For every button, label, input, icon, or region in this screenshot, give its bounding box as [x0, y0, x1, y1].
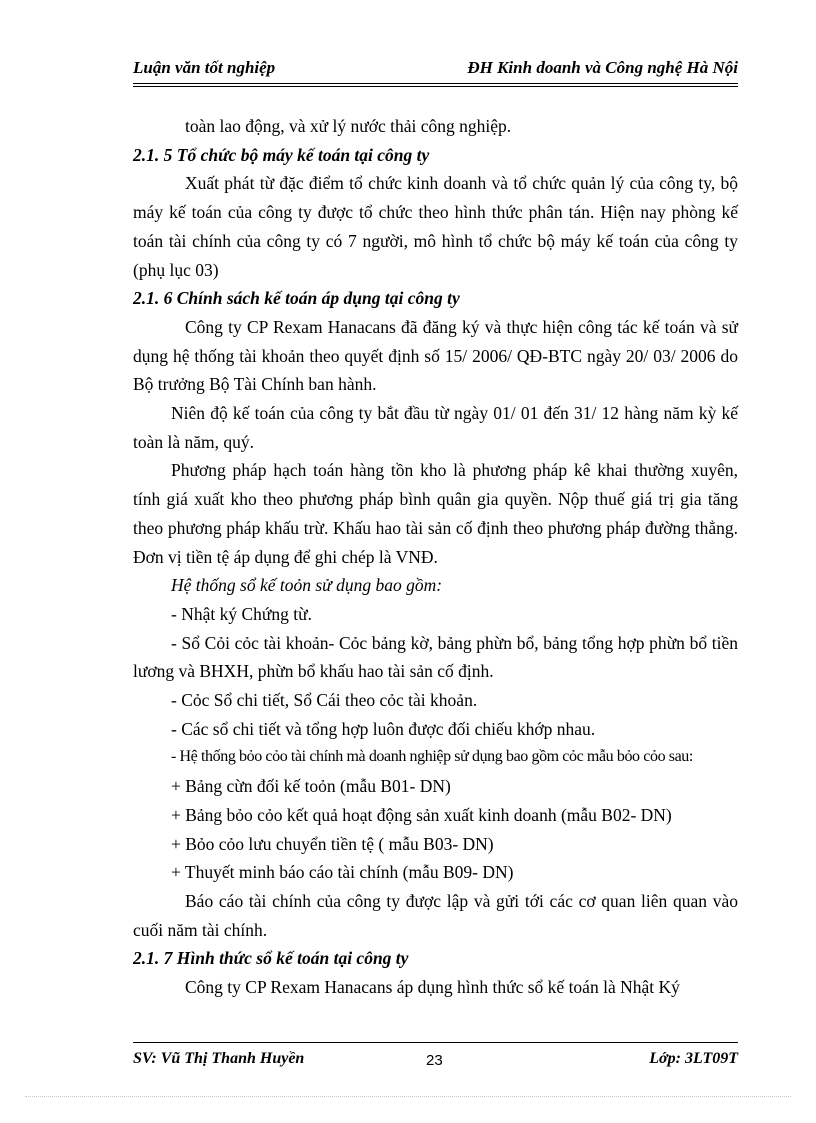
paragraph-fiscal-year: Niên độ kế toán của công ty bắt đầu từ ngày 01/ 01 đến 31/ 12 hàng năm kỳ kế toàn là năm, quý. — [133, 403, 738, 452]
list-item: - Sổ Cỏi cỏc tài khoản- Cỏc bảng kờ, bảng phừn bổ, bảng tổng hợp phừn bổ tiền lương và BHXH, phừn bổ khấu hao tài sản cố định. — [133, 632, 738, 682]
list-item: - Các sổ chi tiết và tổng hợp luôn được đối chiếu khớp nhau. — [171, 718, 596, 739]
paragraph-book-form: Công ty CP Rexam Hanacans áp dụng hình thức sổ kế toán là Nhật Ký — [185, 977, 680, 998]
report-item: + Bảng cừn đối kế toỏn (mẫu B01- DN) — [171, 776, 451, 797]
page-edge-dotted-line — [25, 1096, 791, 1097]
footer-class: Lớp: 3LT09T — [649, 1050, 738, 1067]
report-item: + Thuyết minh báo cáo tài chính (mẫu B09- DN) — [171, 862, 514, 883]
section-heading-2-1-7: 2.1. 7 Hình thức sổ kế toán tại công ty — [133, 948, 409, 969]
report-item: + Bỏo cỏo lưu chuyển tiền tệ ( mẫu B03- DN) — [171, 833, 494, 854]
paragraph-inventory-method: Phương pháp hạch toán hàng tồn kho là phương pháp kê khai thường xuyên, tính giá xuất kho theo phương pháp bình quân gia quyền. Nộp thuế giá trị gia tăng theo phương pháp khấu trừ. Khấu hao tài sản cố định theo phương pháp đường thẳng. Đơn vị tiền tệ áp dụng để ghi chép là VNĐ. — [133, 460, 738, 567]
page-body — [133, 112, 738, 1002]
section-heading-2-1-6: 2.1. 6 Chính sách kế toán áp dụng tại công ty — [133, 288, 460, 309]
header-rule — [133, 83, 738, 87]
footer-student-name: SV: Vũ Thị Thanh Huyền — [133, 1050, 305, 1067]
paragraph-continuation: toàn lao động, và xử lý nước thải công nghiệp. — [185, 116, 512, 136]
header-right-title: ĐH Kinh doanh và Công nghệ Hà Nội — [467, 58, 738, 77]
books-system-title: Hệ thống sổ kế toỏn sử dụng bao gồm: — [171, 575, 443, 596]
page-number: 23 — [426, 1052, 443, 1069]
paragraph-financial-reports: Báo cáo tài chính của công ty được lập và gửi tới các cơ quan liên quan vào cuối năm tài chính. — [133, 890, 738, 940]
section-heading-2-1-5: 2.1. 5 Tổ chức bộ máy kế toán tại công ty — [133, 144, 430, 165]
list-item: - Cỏc Sổ chi tiết, Sổ Cái theo cỏc tài khoản. — [171, 690, 478, 711]
paragraph-accounting-structure: Xuất phát từ đặc điểm tổ chức kinh doanh và tổ chức quản lý của công ty, bộ máy kế toán của công ty được tổ chức theo hình thức phân tán. Hiện nay phòng kế toán tài chính của công ty có 7 người, mô hình tổ chức bộ máy kế toán của công ty (phụ lục 03) — [133, 173, 738, 280]
list-item: - Hệ thống bỏo cỏo tài chính mà doanh nghiệp sử dụng bao gồm cỏc mẫu bỏo cỏo sau: — [171, 748, 693, 766]
footer-rule — [133, 1042, 738, 1043]
header-left-title: Luận văn tốt nghiệp — [133, 58, 276, 77]
report-item: + Bảng bỏo cỏo kết quả hoạt động sản xuất kinh doanh (mẫu B02- DN) — [171, 804, 672, 825]
list-item: - Nhật ký Chứng từ. — [171, 603, 312, 624]
paragraph-accounting-policy: Công ty CP Rexam Hanacans đã đăng ký và thực hiện công tác kế toán và sử dụng hệ thống tài khoản theo quyết định số 15/ 2006/ QĐ-BTC ngày 20/ 03/ 2006 do Bộ trưởng Bộ Tài Chính ban hành. — [133, 316, 738, 395]
